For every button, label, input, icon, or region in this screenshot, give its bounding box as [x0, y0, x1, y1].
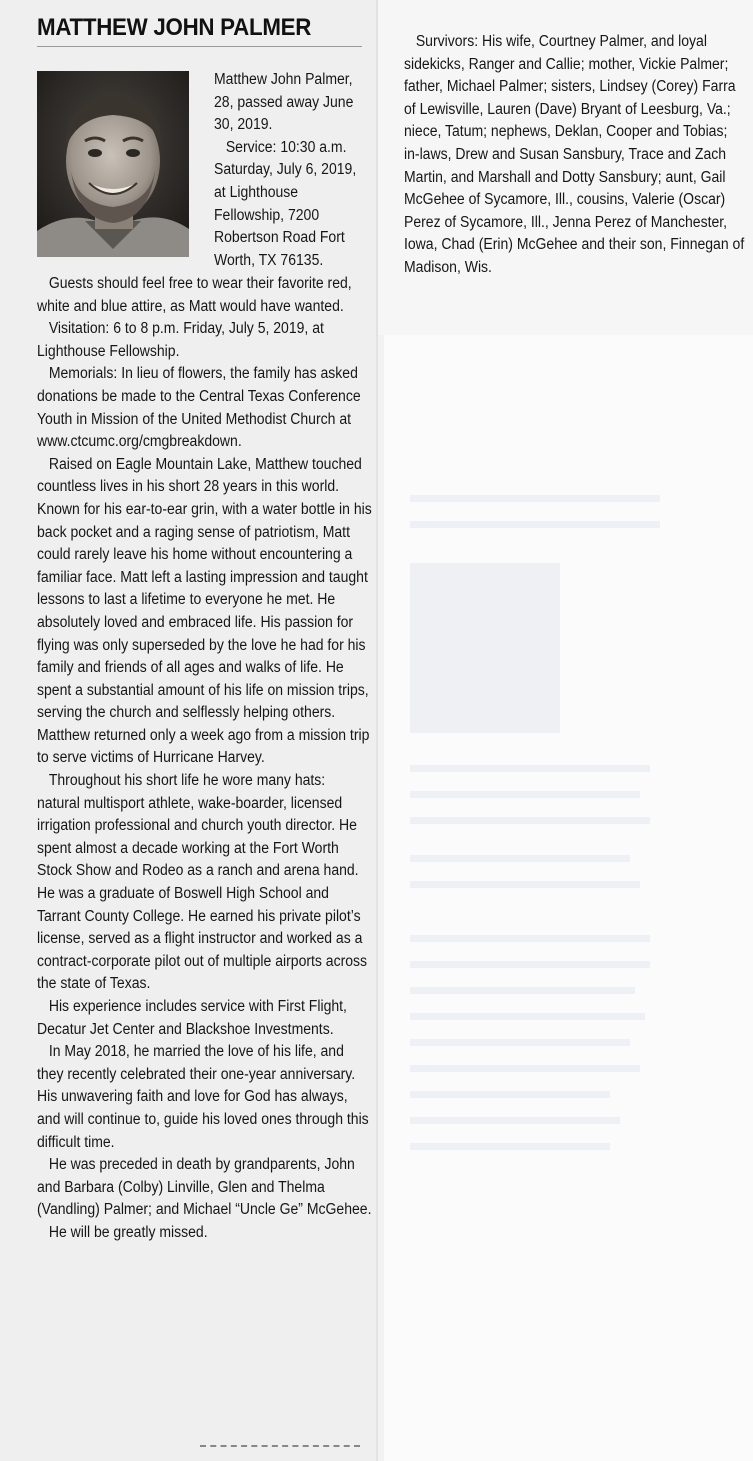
marriage-paragraph: In May 2018, he married the love of his life, and they recently celebrated their one-year anniversary. His unwavering faith and love for God has always, and will continue to, guide his loved ones through this difficult time.: [37, 1043, 369, 1151]
service-paragraph: Service: 10:30 a.m. Saturday, July 6, 2019, at Lighthouse Fellowship, 7200 Robertson Road Fort Worth, TX 76135.: [214, 138, 357, 269]
bleed-through-line: [410, 1117, 620, 1124]
obituary-name: MATTHEW JOHN PALMER: [37, 14, 312, 41]
heading-rule: [37, 46, 362, 47]
career-paragraph: Throughout his short life he wore many hats: natural multisport athlete, wake-boarder, licensed irrigation professional and church youth director. He spent almost a decade working at the Fort Worth Stock Show and Rodeo as a ranch and arena hand. He was a graduate of Boswell High School and Tarrant County College. He earned his private pilot’s license, served as a flight instructor and worked as a contract-corporate pilot out of multiple airports across the state of Texas.: [37, 772, 368, 993]
bleed-through-line: [410, 765, 650, 772]
bleed-through-line: [410, 521, 660, 528]
bleed-through-line: [410, 1039, 630, 1046]
bleed-through-line: [410, 1065, 640, 1072]
experience-paragraph: His experience includes service with First Flight, Decatur Jet Center and Blackshoe Investments.: [37, 998, 347, 1038]
portrait-photo: [37, 71, 189, 257]
bleed-through-line: [410, 1013, 645, 1020]
memorials-paragraph: Memorials: In lieu of flowers, the family has asked donations be made to the Central Texas Conference Youth in Mission of the United Methodist Church at www.ctcumc.org/cmgbreakdown.: [37, 365, 361, 451]
bleed-through-line: [410, 817, 650, 824]
biography-paragraph: Raised on Eagle Mountain Lake, Matthew touched countless lives in his short 28 years in this world. Known for his ear-to-ear grin, with a water bottle in his back pocket and a raging sense of patriotism, Matt could rarely leave his home without encountering a familiar face. Matt left a lasting impression and taught lessons to last a lifetime to everyone he met. He absolutely loved and embraced life. His passion for flying was only superseded by the love he had for his family and friends of all ages and walks of life. He spent a substantial amount of his life on mission trips, serving the church and selflessly helping others. Matthew returned only a week ago from a mission trip to serve victims of Hurricane Harvey.: [37, 455, 372, 767]
portrait-illustration: [37, 71, 189, 257]
survivors-paragraph: Survivors: His wife, Courtney Palmer, and loyal sidekicks, Ranger and Callie; mother, Vickie Palmer; father, Michael Palmer; sisters, Lindsey (Corey) Farra of Lewisville, Lauren (Dave) Bryant of Leesburg, Va.; niece, Tatum; nephews, Deklan, Cooper and Tobias; in-laws, Drew and Susan Sansbury, Trace and Zach Martin, and Marshall and Dotty Sansbury; aunt, Gail McGehee of Sycamore, Ill., cousins, Valerie (Oscar) Perez of Sycamore, Ill., Jenna Perez of Manchester, Iowa, Chad (Erin) McGehee and their son, Finnegan of Madison, Wis.: [404, 33, 745, 276]
bleed-through-line: [410, 855, 630, 862]
closing-paragraph: He will be greatly missed.: [48, 1223, 208, 1241]
preceded-paragraph: He was preceded in death by grandparents, John and Barbara (Colby) Linville, Glen and Thelma (Vandling) Palmer; and Michael “Uncle Ge” McGehee.: [37, 1156, 372, 1219]
obituary-body: [37, 273, 372, 1245]
visitation-paragraph: Visitation: 6 to 8 p.m. Friday, July 5, 2019, at Lighthouse Fellowship.: [37, 320, 324, 360]
bleed-through-background: [384, 335, 753, 1461]
bleed-through-line: [410, 881, 640, 888]
intro-paragraph: Matthew John Palmer, 28, passed away June 30, 2019.: [214, 71, 354, 134]
bleed-through-line: [410, 987, 635, 994]
bleed-through-line: [410, 935, 650, 942]
bleed-through-line: [410, 1143, 610, 1150]
bottom-rule: [200, 1445, 360, 1447]
survivors-section: [404, 31, 744, 280]
column-divider: [376, 0, 378, 1461]
attire-paragraph: Guests should feel free to wear their favorite red, white and blue attire, as Matt would have wanted.: [37, 275, 352, 315]
bleed-through-line: [410, 1091, 610, 1098]
bleed-through-line: [410, 961, 650, 968]
bleed-through-line: [410, 791, 640, 798]
bleed-through-photo: [410, 563, 560, 733]
intro-text: [214, 69, 369, 272]
bleed-through-line: [410, 495, 660, 502]
